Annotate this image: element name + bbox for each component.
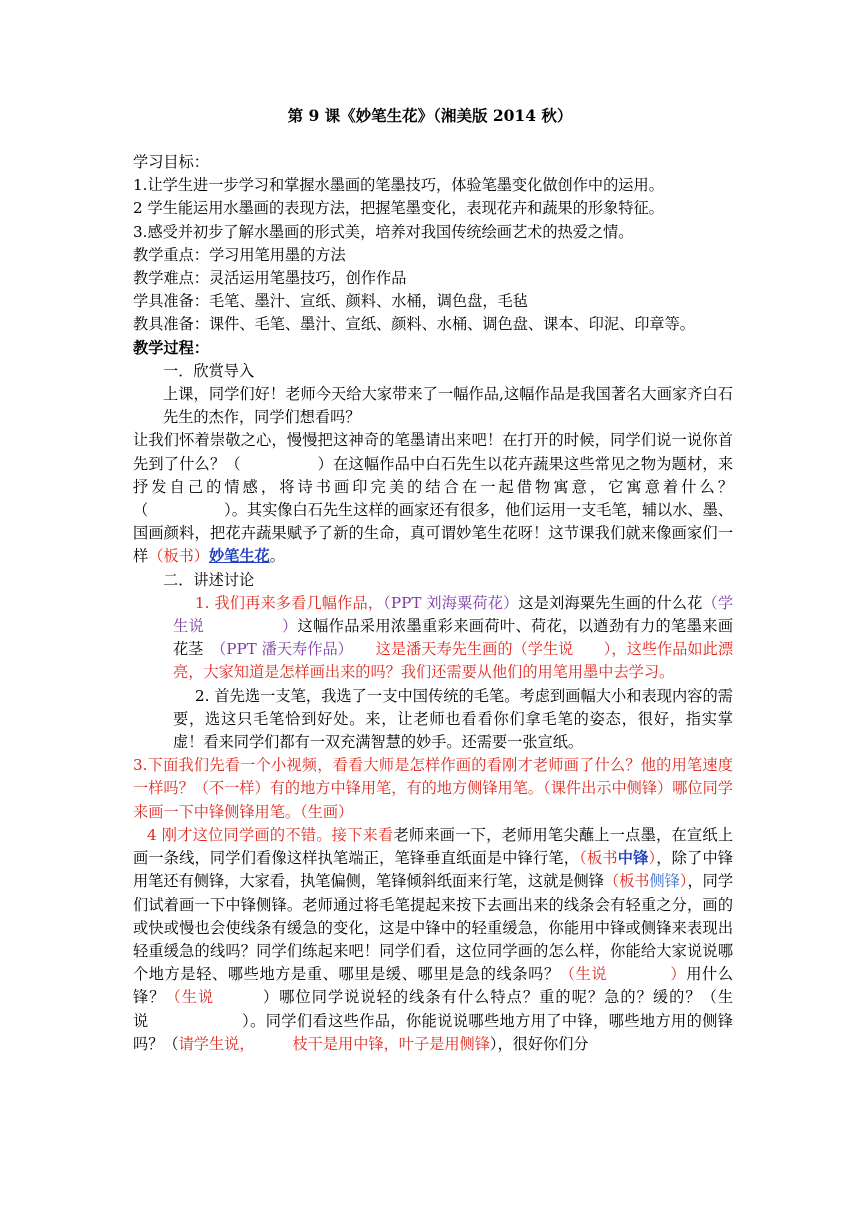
paragraph-text: 用什么锋？ <box>133 965 734 1007</box>
board-keyword: 妙笔生花 <box>208 547 270 566</box>
paragraph-text: ，除了中锋用笔还有侧锋，大家看，执笔偏侧，笔锋倾斜纸面来行笔，这就是侧锋 <box>133 849 734 891</box>
objective-item: 3.感受并初步了解水墨画的形式美，培养对我国传统绘画艺术的热爱之情。 <box>133 222 634 241</box>
board-note: （板书 <box>603 872 650 891</box>
paragraph-text: 4 刚才这位同学画的不错。接下来看 <box>147 825 394 844</box>
paragraph-text: 1. 我们再来多看几幅作品， <box>195 593 384 612</box>
paragraph-text: ，同学们试着画一下中锋侧锋。老师通过将毛笔提起来按下去画出来的线条会有轻重之分，画的或快或慢也会使线条有缓急的变化，这是中锋中的轻重缓急，你能用中锋或侧锋来表现出轻重缓急的线吗？同学们练起来吧！同学们看，这位同学画的怎么样，你能给大家说说哪个地方是轻、哪些地方是重、哪里是缓、哪里是急的线条吗？ <box>133 872 734 984</box>
student-note: （生说 ） <box>559 965 687 984</box>
process-heading: 教学过程： <box>133 338 209 357</box>
paragraph-text: 这是潘天寿先生画的（学生说 ），这些作品如此漂亮，大家知道是怎样画出来的吗？我们还需要从他们的用笔用墨中去学习。 <box>173 640 734 682</box>
student-note: （生说 <box>165 988 215 1007</box>
ppt-note: （PPT 潘天寿作品） <box>218 640 346 659</box>
paragraph-text: 这幅作品采用浓墨重彩来画荷叶、荷花，以遒劲有力的笔墨来画花茎 <box>173 617 734 659</box>
section2-heading: 二．讲述讨论 <box>163 570 255 589</box>
board-note: ） <box>648 849 657 868</box>
section2-paragraph: 2. 首先选一支笔，我选了一支中国传统的毛笔。考虑到画幅大小和表现内容的需要，选这只毛笔恰到好处。来，让老师也看看你们拿毛笔的姿态，很好，指实掌虚！看来同学们都有一双充满智慧的妙手。还需要一张宣纸。 <box>173 686 733 752</box>
student-note: （学生说 ） <box>173 593 734 636</box>
objective-item: 1.让学生进一步学习和掌握水墨画的笔墨技巧，体验笔墨变化做创作中的运用。 <box>133 176 664 195</box>
section1-heading: 一．欣赏导入 <box>163 361 255 380</box>
board-keyword: 中锋 <box>617 849 649 868</box>
section2-paragraph: 3.下面我们先看一个小视频，看看大师是怎样作画的看刚才老师画了什么？他的用笔速度一样吗？（不一样）有的地方中锋用笔，有的地方侧锋用笔。（课件出示中侧锋）哪位同学来画一下中锋侧锋用笔。（生画） <box>133 756 733 821</box>
section1-paragraph <box>133 429 733 568</box>
objectives-heading: 学习目标： <box>133 153 209 171</box>
document-body <box>133 151 733 1056</box>
paragraph-text: 让我们怀着崇敬之心，慢慢把这神奇的笔墨请出来吧！在打开的时候，同学们说一说你首先到了什么？（ ）在这幅作品中白石先生以花卉蔬果这些常见之物为题材，来抒发自己的情感，将诗书画印完美的结合在一起借物寓意，它寓意着什么？（ ）。其实像白石先生这样的画家还有很多，他们运用一支毛笔，辅以水、墨、国画颜料，把花卉蔬果赋予了新的生命，真可谓妙笔生花呀！这节课我们就来像画家们一样 <box>133 431 733 566</box>
board-note: （板书 <box>579 849 618 868</box>
board-note: ） <box>679 872 688 891</box>
ppt-note: （PPT 刘海粟荷花） <box>383 593 519 612</box>
student-note: 请学生说， 枝干是用中锋，叶子是用侧锋 <box>178 1034 490 1053</box>
objective-item: 2 学生能运用水墨画的表现方法，把握笔墨变化，表现花卉和蔬果的形象特征。 <box>133 199 664 218</box>
page-title: 第 9 课《妙笔生花》（湘美版 2014 秋） <box>287 106 573 125</box>
paragraph-text: ），很好你们分 <box>489 1034 589 1053</box>
board-keyword: 侧锋 <box>649 872 680 891</box>
section2-paragraph <box>133 592 733 685</box>
paragraph-text: 。 <box>269 547 285 566</box>
paragraph-text: ）哪位同学说说轻的线条有什么特点？重的呢？急的？缓的？（生说 ）。同学们看这些作品，你能说说哪些地方用了中锋，哪些地方用的侧锋吗？（ <box>133 988 734 1053</box>
section1-paragraph: 上课，同学们好！老师今天给大家带来了一幅作品,这幅作品是我国著名大画家齐白石先生的杰作，同学们想看吗？ <box>163 385 733 427</box>
paragraph-text: 这是刘海粟先生画的什么花 <box>518 593 703 612</box>
board-note: （板书） <box>148 547 209 566</box>
paragraph-text: 老师来画一下，老师用笔尖蘸上一点墨，在宣纸上画一条线，同学们看像这样执笔端正，笔锋垂直纸面是中锋行笔， <box>133 825 734 868</box>
key-point: 教学重点：学习用笔用墨的方法 <box>133 245 346 264</box>
difficulty: 教学难点：灵活运用笔墨技巧，创作作品 <box>133 269 407 288</box>
section2-paragraph <box>133 824 733 1056</box>
student-prep: 学具准备：毛笔、墨汁、宣纸、颜料、水桶，调色盘，毛毡 <box>133 292 528 311</box>
teacher-prep: 教具准备：课件、毛笔、墨汁、宣纸、颜料、水桶、调色盘、课本、印泥、印章等。 <box>133 315 695 334</box>
